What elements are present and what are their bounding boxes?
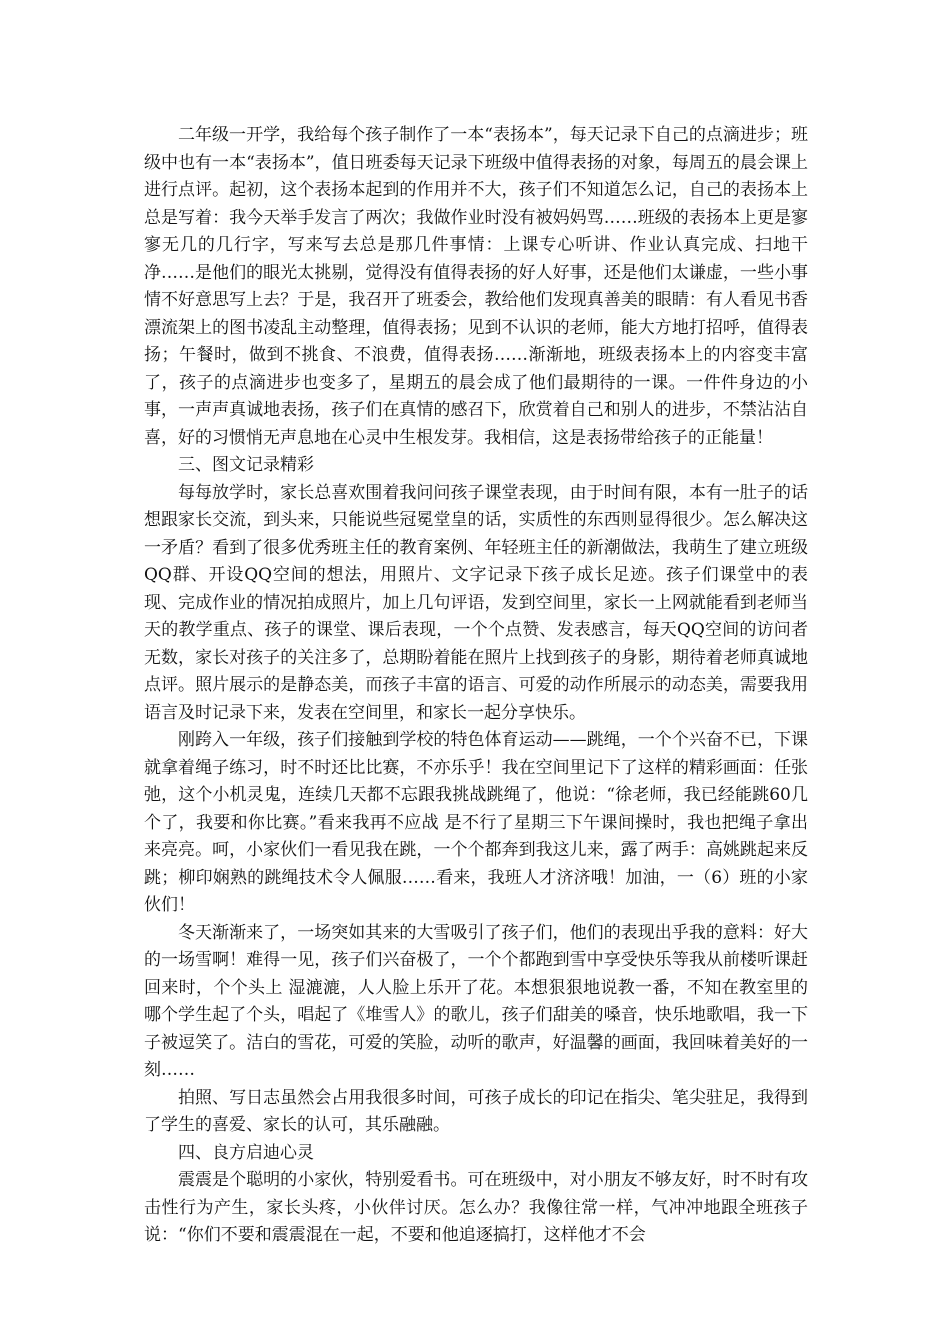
paragraph-praise-book: 二年级一开学，我给每个孩子制作了一本“表扬本”，每天记录下自己的点滴进步；班级中也有一本“表扬本”，值日班委每天记录下班级中值得表扬的对象，每周五的晨会课上进行点评。起初，这个表扬本起到的作用并不大，孩子们不知道怎么记，自己的表扬本上总是写着：我今天举手发言了两次；我做作业时没有被妈妈骂……班级的表扬本上更是寥寥无几的几行字，写来写去总是那几件事情：上课专心听讲、作业认真完成、扫地干净……是他们的眼光太挑剔，觉得没有值得表扬的好人好事，还是他们太谦虚，一些小事情不好意思写上去？于是，我召开了班委会，教给他们发现真善美的眼睛：有人看见书香漂流架上的图书凌乱主动整理，值得表扬；见到不认识的老师，能大方地打招呼，值得表扬；午餐时，做到不挑食、不浪费，值得表扬……渐渐地，班级表扬本上的内容变丰富了，孩子的点滴进步也变多了，星期五的晨会成了他们最期待的一课。一件件身边的小事，一声声真诚地表扬，孩子们在真情的感召下，欣赏着自己和别人的进步，不禁沾沾自喜，好的习惯悄无声息地在心灵中生根发芽。我相信，这是表扬带给孩子的正能量！ (144, 125, 808, 448)
paragraph-zhenzhen: 震震是个聪明的小家伙，特别爱看书。可在班级中，对小朋友不够友好，时不时有攻击性行为产生，家长头疼，小伙伴讨厌。怎么办？我像往常一样，气冲冲地跟全班孩子说：“你们不要和震震混在一起，不要和他追逐搞打，这样他才不会 (144, 1170, 808, 1245)
paragraph-snow: 冬天渐渐来了，一场突如其来的大雪吸引了孩子们，他们的表现出乎我的意料：好大的一场雪啊！难得一见，孩子们兴奋极了，一个个都跑到雪中享受快乐等我从前楼听课赶回来时，个个头上 湿漉漉，人人脸上乐开了花。本想狠狠地说教一番，不知在教室里的哪个学生起了个头，唱起了《堆雪人》的歌儿，孩子们甜美的嗓音，快乐地歌唱，我一下子被逗笑了。洁白的雪花，可爱的笑脸，动听的歌声，好温馨的画面，我回味着美好的一刻…… (144, 922, 808, 1080)
section-heading-3: 三、图文记录精彩 (178, 455, 314, 475)
paragraph-jump-rope: 刚跨入一年级，孩子们接触到学校的特色体育运动——跳绳，一个个兴奋不已，下课就拿着绳子练习，时不时还比比赛，不亦乐乎！我在空间里记下了这样的精彩画面：任张弛，这个小机灵鬼，连续几天都不忘跟我挑战跳绳了，他说：“徐老师，我已经能跳60几个了，我要和你比赛。”看来我再不应战 是不行了星期三下午课间操时，我也把绳子拿出来亮亮。呵，小家伙们一看见我在跳，一个个都奔到我这儿来，露了两手：高姚跳起来反跳；柳印娴熟的跳绳技术令人佩服……看来，我班人才济济哦！加油，一（6）班的小家伙们！ (144, 730, 808, 915)
document-body (144, 122, 808, 1250)
section-heading-4: 四、良方启迪心灵 (178, 1142, 314, 1163)
paragraph-photo-diary: 拍照、写日志虽然会占用我很多时间，可孩子成长的印记在指尖、笔尖驻足，我得到了学生的喜爱、家长的认可，其乐融融。 (144, 1087, 808, 1135)
paragraph-qq-space: 每每放学时，家长总喜欢围着我问问孩子课堂表现，由于时间有限，本有一肚子的话想跟家长交流，到头来，只能说些冠冕堂皇的话，实质性的东西则显得很少。怎么解决这一矛盾？看到了很多优秀班主任的教育案例、年轻班主任的新潮做法，我萌生了建立班级QQ群、开设QQ空间的想法，用照片、文字记录下孩子成长足迹。孩子们课堂中的表现、完成作业的情况拍成照片，加上几句评语，发到空间里，家长一上网就能看到老师当天的教学重点、孩子的课堂、课后表现，一个个点赞、发表感言，每天QQ空间的访问者无数，家长对孩子的关注多了，总期盼着能在照片上找到孩子的身影，期待着老师真诚地点评。照片展示的是静态美，而孩子丰富的语言、可爱的动作所展示的动态美，需要我用语言及时记录下来，发表在空间里，和家长一起分享快乐。 (144, 482, 808, 723)
